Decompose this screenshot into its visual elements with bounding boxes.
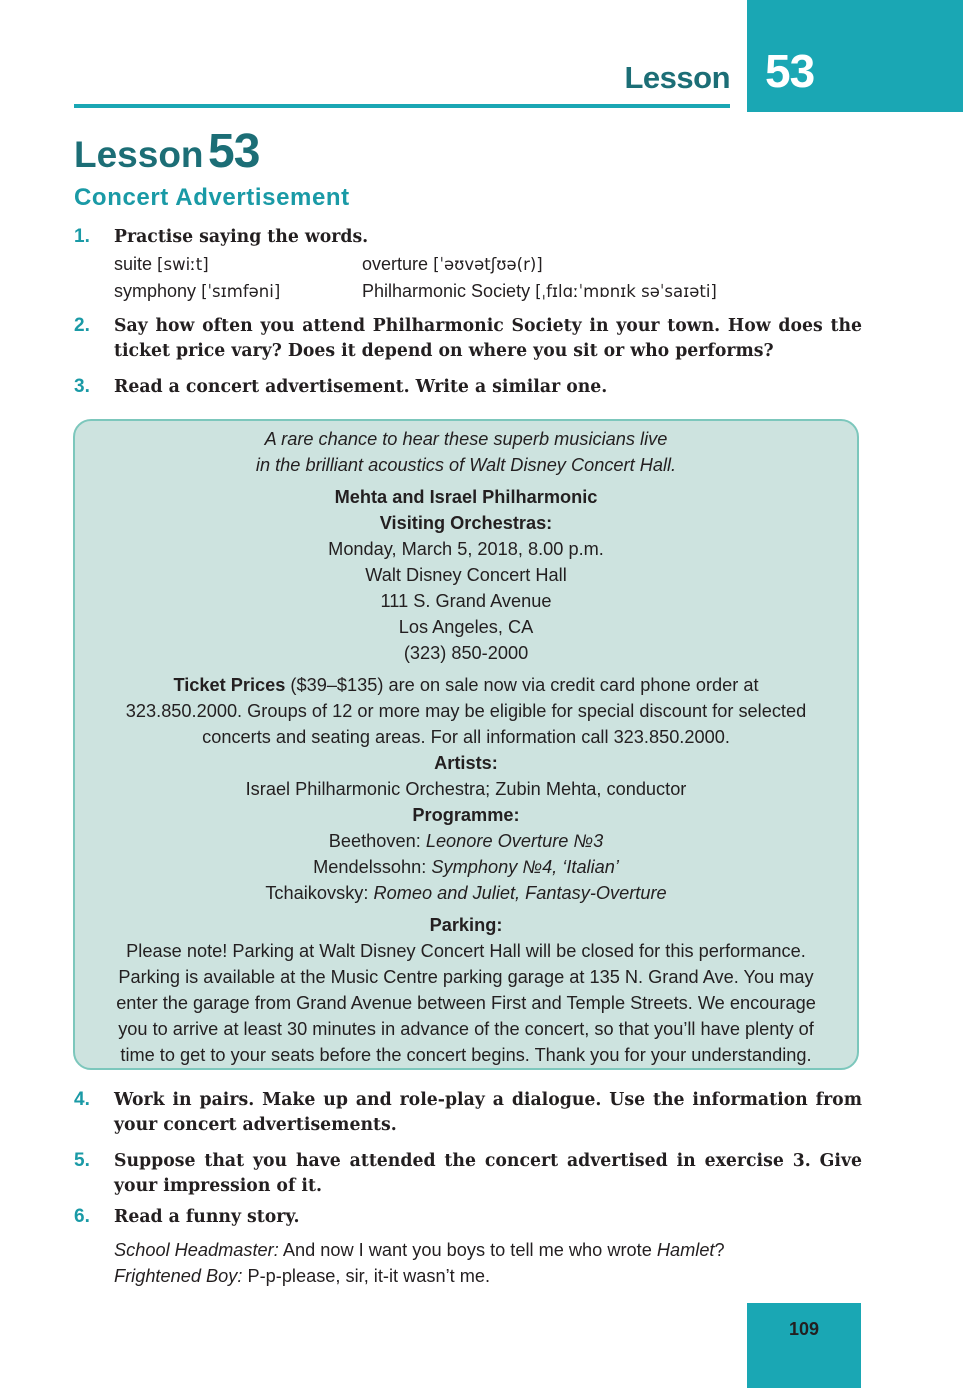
task-number: 3. [74,376,90,397]
word: symphony [114,281,197,301]
task-number: 6. [74,1206,90,1227]
story-title: Hamlet [656,1240,715,1260]
composer: Beethoven: [328,831,426,851]
ad-programme-item [75,880,857,906]
story-speaker: Frightened Boy: [114,1266,243,1286]
word: overture [362,254,429,274]
story-line [114,1263,490,1289]
page-number: 109 [788,1319,820,1339]
page-title [74,125,260,178]
work-title: Symphony №4, ‘Italian’ [431,857,619,877]
word: Philharmonic Society [362,281,531,301]
ad-parking-line: time to get to your seats before the concert begins. Thank you for your understanding. [120,1045,812,1065]
concert-advertisement [73,419,859,1070]
work-title: Romeo and Juliet, Fantasy-Overture [373,883,667,903]
composer: Tchaikovsky: [265,883,374,903]
header-lesson-tab [747,0,963,112]
story-text: ? [714,1240,725,1260]
word-row [362,251,717,278]
task-number: 5. [74,1150,90,1171]
ad-intro-line: in the brilliant acoustics of Walt Disney Concert Hall. [255,455,677,475]
ad-detail: 111 S. Grand Avenue [380,591,552,611]
header-lesson-label: Lesson [624,60,730,95]
ad-parking-line: Parking is available at the Music Centre parking garage at 135 N. Grand Ave. You may [118,967,814,987]
title-word: Lesson [74,134,204,175]
ad-detail: (323) 850-2000 [403,643,529,663]
task-text: Read a funny story. [114,1207,300,1227]
ad-tickets-text: concerts and seating areas. For all information call 323.850.2000. [202,727,730,747]
task-number: 1. [74,226,90,247]
ad-artists-label: Artists: [434,753,498,773]
word-row [114,278,280,305]
story-speaker: School Headmaster: [114,1240,279,1260]
word: suite [114,254,153,274]
work-title: Leonore Overture №3 [425,831,604,851]
page-number-tab [747,1303,861,1388]
story-text: P-p-please, sir, it-it wasn’t me. [242,1266,491,1286]
composer: Mendelssohn: [313,857,432,877]
task-text: Work in pairs. Make up and role-play a dialogue. Use the information from your concert advertisements. [114,1090,862,1135]
header-lesson-number: 53 [765,45,815,97]
word-ipa: [ˌfɪlɑːˈmɒnɪk səˈsaɪəti] [535,282,717,301]
word-row [114,251,280,278]
ad-programme-item [75,854,857,880]
ad-tickets-label: Ticket Prices [173,675,286,695]
ad-tickets [75,672,857,698]
ad-programme-label: Programme: [412,805,520,825]
ad-detail: Los Angeles, CA [398,617,534,637]
ad-tickets-text: ($39–$135) are on sale now via credit card phone order at [285,675,759,695]
story-line [114,1237,725,1263]
word-ipa: [ˈsɪmfəni] [201,282,281,301]
header-rule [74,104,730,108]
ad-headline: Mehta and Israel Philharmonic [334,487,598,507]
ad-tickets-text: 323.850.2000. Groups of 12 or more may be eligible for special discount for selected [125,701,807,721]
task-text: Say how often you attend Philharmonic Society in your town. How does the ticket price vary? Does it depend on where you sit or who performs? [114,316,862,361]
task-text: Practise saying the words. [114,227,369,247]
task-text: Suppose that you have attended the concert advertised in exercise 3. Give your impression of it. [114,1151,862,1196]
word-ipa: [swiːt] [157,255,209,274]
word-row [362,278,717,305]
word-ipa: [ˈəʊvətʃʊə(r)] [433,255,543,274]
title-number: 53 [208,125,260,178]
word-list [362,251,717,305]
ad-programme-item [75,828,857,854]
page-subtitle: Concert Advertisement [74,184,350,211]
task-number: 2. [74,315,90,336]
word-list [114,251,280,305]
ad-headline: Visiting Orchestras: [379,513,553,533]
ad-intro-line: A rare chance to hear these superb musicians live [264,429,668,449]
ad-parking-line: Please note! Parking at Walt Disney Concert Hall will be closed for this performance. [126,941,806,961]
ad-parking-label: Parking: [429,915,503,935]
ad-detail: Walt Disney Concert Hall [365,565,567,585]
ad-detail: Monday, March 5, 2018, 8.00 p.m. [328,539,604,559]
ad-parking-line: enter the garage from Grand Avenue between First and Temple Streets. We encourage [116,993,816,1013]
task-number: 4. [74,1089,90,1110]
story-text: And now I want you boys to tell me who wrote [278,1240,657,1260]
ad-artists: Israel Philharmonic Orchestra; Zubin Mehta, conductor [245,779,687,799]
task-text: Read a concert advertisement. Write a similar one. [114,377,608,397]
ad-parking-line: you to arrive at least 30 minutes in advance of the concert, so that you’ll have plenty of [118,1019,814,1039]
